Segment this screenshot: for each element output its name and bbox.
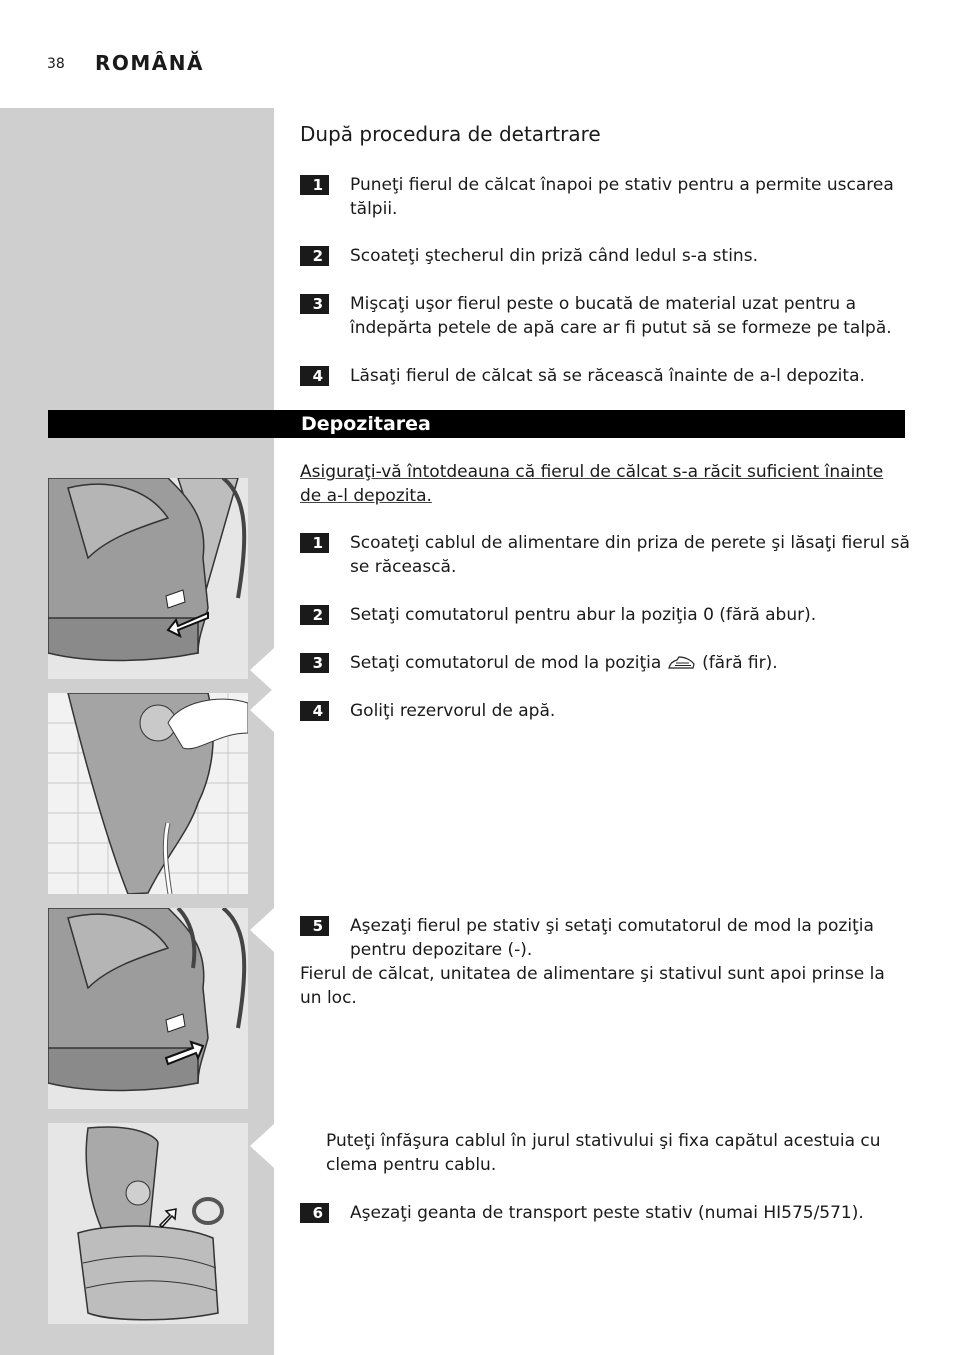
- step-text: Puneţi fierul de călcat înapoi pe stativ pentru a permite uscarea tălpii.: [350, 175, 894, 219]
- step-text: Lăsaţi fierul de călcat să se răcească înainte de a-l depozita.: [350, 366, 865, 386]
- step-number: 4: [300, 366, 329, 386]
- list-item: [300, 699, 910, 723]
- list-item: [300, 603, 910, 627]
- cord-wrap-tip: Puteţi înfăşura cablul în jurul stativului şi fixa capătul acestuia cu clema pentru cablu.: [326, 1131, 881, 1175]
- step-number: 3: [300, 294, 329, 314]
- cordless-mode-icon: [667, 655, 697, 671]
- step-text: Scoateţi cablul de alimentare din priza de perete şi lăsaţi fierul să se răcească.: [350, 533, 910, 577]
- step-text: Mişcaţi uşor fierul peste o bucată de material uzat pentru a îndepărta petele de apă care ar fi putut să se formeze pe talpă.: [350, 294, 892, 338]
- storage-warning: Asiguraţi-vă întotdeauna că fierul de călcat s-a răcit suficient înainte de a-l depozita.: [300, 462, 884, 506]
- step-number: 6: [300, 1203, 329, 1223]
- iron-stand-storage-image: [48, 908, 248, 1109]
- step-number: 1: [300, 175, 329, 195]
- step-text: Setaţi comutatorul pentru abur la poziţia 0 (fără abur).: [350, 605, 817, 625]
- step-text: Aşezaţi geanta de transport peste stativ (numai HI575/571).: [350, 1203, 864, 1223]
- step-number: 1: [300, 533, 329, 553]
- step-text-after: (fără fir).: [702, 653, 778, 673]
- step-text: Aşezaţi fierul pe stativ şi setaţi comutatorul de mod la poziţia pentru depozitare (-).: [350, 916, 874, 960]
- storage-section-bar: [48, 410, 905, 438]
- step-number: 2: [300, 246, 329, 266]
- illustration-pointer: [250, 688, 274, 732]
- iron-stand-image: [48, 478, 248, 679]
- list-item: [300, 914, 910, 962]
- step-number: 4: [300, 701, 329, 721]
- step-text-before: Setaţi comutatorul de mod la poziţia: [350, 653, 662, 673]
- illustration-iron-on-stand-switch-left: [48, 478, 248, 679]
- illustration-pointer: [250, 1124, 274, 1168]
- step-number: 5: [300, 916, 329, 936]
- illustration-emptying-tank: [48, 693, 248, 894]
- step-text: Scoateţi ştecherul din priză când ledul s-a stins.: [350, 246, 758, 266]
- illustration-pointer: [250, 908, 274, 952]
- list-item: [300, 244, 910, 268]
- language-title: ROMÂNĂ: [95, 51, 204, 75]
- step-number: 3: [300, 653, 329, 673]
- list-item: [300, 651, 910, 675]
- step-number: 2: [300, 605, 329, 625]
- list-item: [300, 364, 910, 388]
- page-number: 38: [47, 56, 65, 72]
- storage-section-title: Depozitarea: [301, 413, 431, 435]
- list-item: [300, 531, 910, 579]
- illustration-iron-on-stand-switch-right: [48, 908, 248, 1109]
- after-descaling-heading: După procedura de detartrare: [300, 122, 601, 146]
- emptying-tank-image: [48, 693, 248, 894]
- list-item: [300, 1201, 910, 1225]
- step-text: Goliţi rezervorul de apă.: [350, 701, 556, 721]
- illustration-pointer: [250, 648, 274, 692]
- cord-wrap-image: [48, 1123, 248, 1324]
- illustration-carry-bag: [48, 1123, 248, 1324]
- storage-note: Fierul de călcat, unitatea de alimentare şi stativul sunt apoi prinse la un loc.: [300, 964, 885, 1008]
- step-text: [350, 651, 910, 675]
- list-item: [300, 292, 910, 340]
- list-item: [300, 173, 910, 221]
